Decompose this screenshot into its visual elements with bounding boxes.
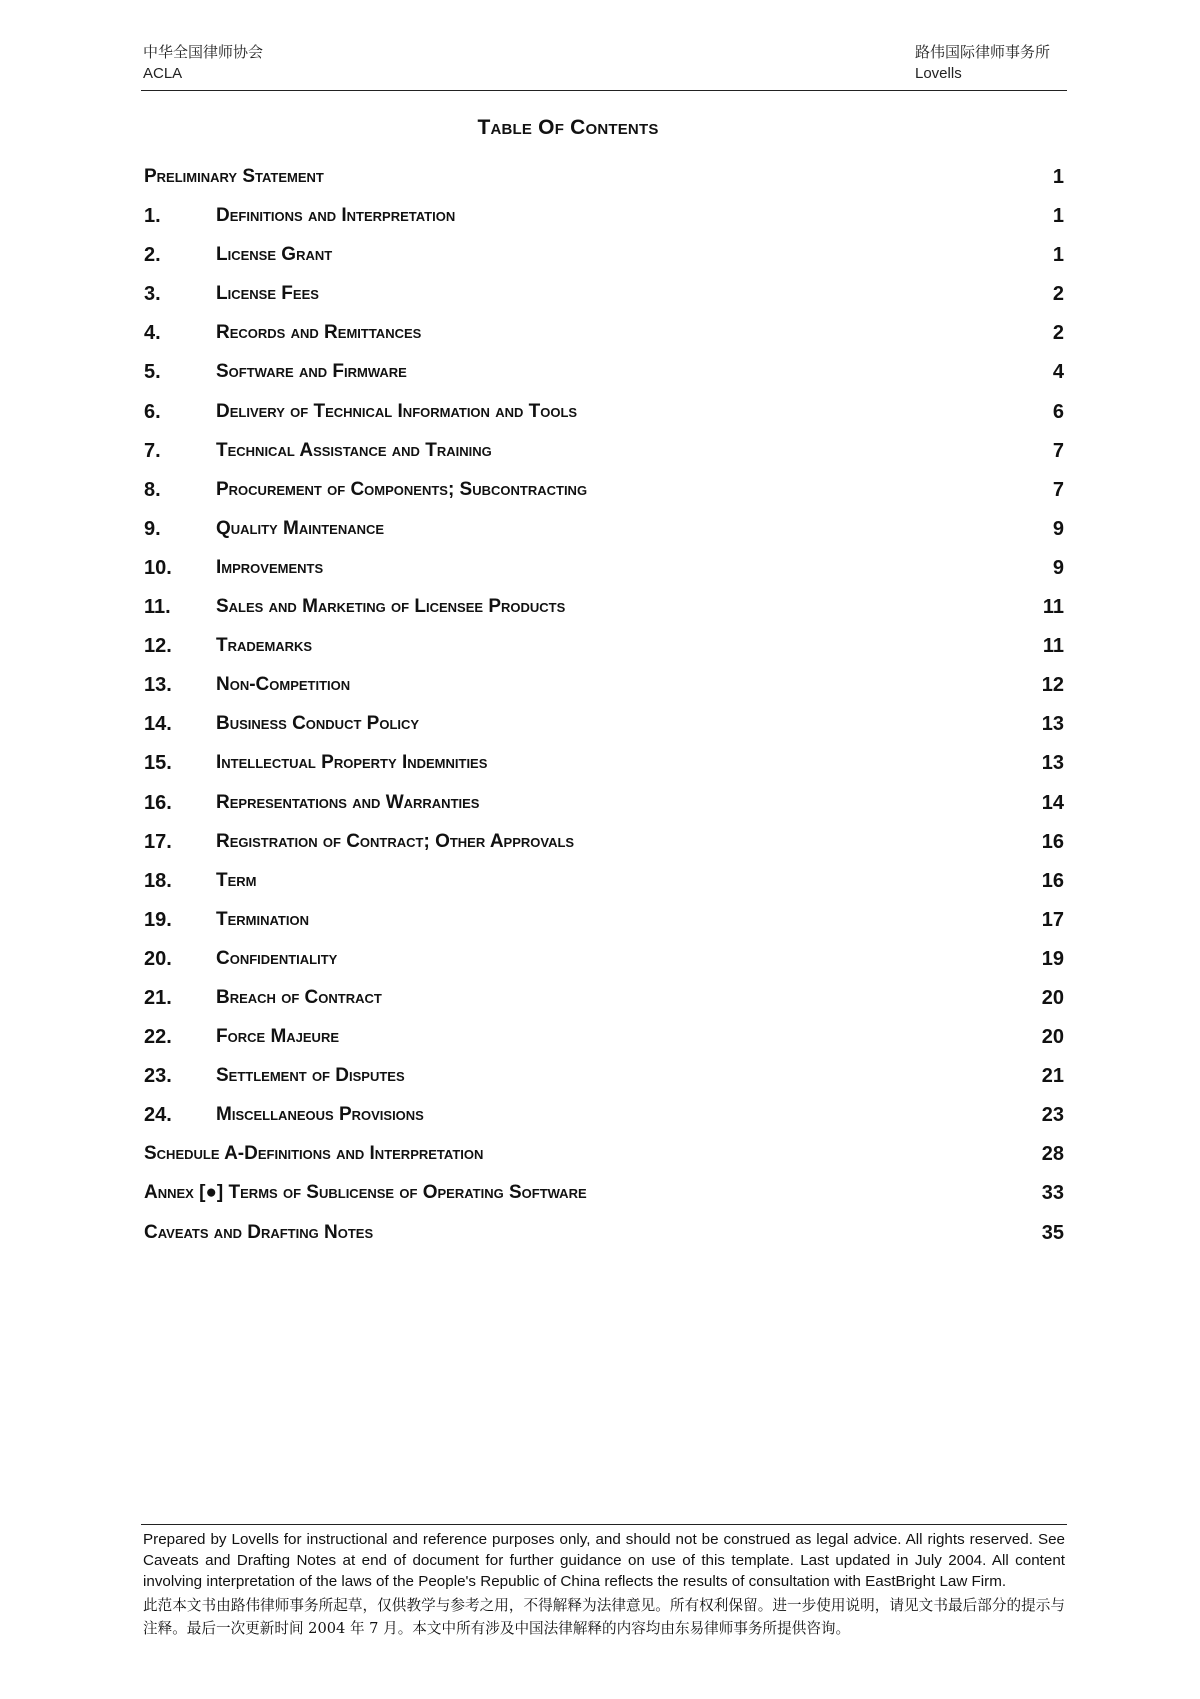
toc-entry-page-number: 1 <box>1052 166 1064 188</box>
toc-entry-page-number: 4 <box>1052 361 1064 384</box>
toc-entry-page-number: 7 <box>1052 439 1064 462</box>
toc-entry-title: Breach of Contract <box>216 986 382 1008</box>
toc-entry-number: 16. <box>144 791 172 814</box>
toc-entry-title: Termination <box>216 908 309 930</box>
toc-entry-page-number: 7 <box>1052 478 1064 501</box>
header-left-chinese: 中华全国律师协会 <box>143 43 264 61</box>
toc-entry-page-number: 2 <box>1052 322 1064 345</box>
toc-entry-page-number: 1 <box>1052 244 1064 267</box>
toc-entry[interactable] <box>144 672 1064 711</box>
toc-entry[interactable] <box>144 203 1064 242</box>
toc-entry-title: Quality Maintenance <box>216 517 385 539</box>
toc-entry[interactable] <box>144 477 1064 516</box>
toc-entry[interactable] <box>144 399 1064 438</box>
toc-entry-number: 5. <box>144 361 161 384</box>
toc-entry-title: Confidentiality <box>216 947 338 969</box>
toc-entry-number: 8. <box>144 478 161 501</box>
toc-entry-title: Software and Firmware <box>216 361 407 383</box>
toc-entry-title: Trademarks <box>216 635 313 657</box>
toc-entry-page-number: 9 <box>1052 556 1064 579</box>
toc-entry-title: Sales and Marketing of Licensee Products <box>216 596 566 618</box>
toc-entry[interactable] <box>144 1102 1064 1141</box>
toc-entry[interactable] <box>144 320 1064 359</box>
toc-entry-page-number: 20 <box>1041 1026 1064 1049</box>
toc-entry-title: Records and Remittances <box>216 322 422 344</box>
toc-entry[interactable] <box>144 242 1064 281</box>
toc-entry-title: Business Conduct Policy <box>216 713 420 735</box>
toc-entry-title: Caveats and Drafting Notes <box>144 1221 374 1243</box>
toc-entry-page-number: 1 <box>1052 205 1064 228</box>
toc-entry-title: Delivery of Technical Information and Tools <box>216 400 578 422</box>
toc-entry-page-number: 11 <box>1042 596 1064 619</box>
toc-entry-title: Term <box>216 869 257 891</box>
toc-entry-title: Technical Assistance and Training <box>216 439 492 461</box>
header-right <box>915 42 1050 84</box>
toc-entry-number: 19. <box>144 908 172 931</box>
toc-entry-title: Intellectual Property Indemnities <box>216 752 488 774</box>
toc-entry-number: 21. <box>144 986 172 1009</box>
toc-entry-page-number: 16 <box>1041 869 1064 892</box>
toc-entry-number: 12. <box>144 635 172 658</box>
toc-entry[interactable] <box>144 985 1064 1024</box>
toc-entry[interactable] <box>144 868 1064 907</box>
toc-entry-number: 18. <box>144 869 172 892</box>
toc-entry[interactable] <box>144 594 1064 633</box>
toc-list <box>144 164 1064 1259</box>
toc-entry-number: 3. <box>144 283 161 306</box>
toc-entry[interactable] <box>144 633 1064 672</box>
toc-entry-title: Non-Competition <box>216 674 351 696</box>
toc-entry-title: License Fees <box>216 283 319 305</box>
page-header <box>141 42 1067 91</box>
header-right-chinese: 路伟国际律师事务所 <box>915 43 1051 61</box>
toc-entry-number: 14. <box>144 713 172 736</box>
toc-entry-title: Annex [●] Terms of Sublicense of Operating Software <box>144 1182 587 1204</box>
toc-entry-title: Definitions and Interpretation <box>216 205 456 227</box>
toc-entry-page-number: 13 <box>1041 713 1064 736</box>
toc-entry-number: 1. <box>144 205 161 228</box>
toc-entry[interactable] <box>144 164 1064 203</box>
toc-entry-title: License Grant <box>216 244 333 266</box>
page-footer <box>141 1524 1067 1640</box>
toc-entry-title: Force Majeure <box>216 1026 340 1048</box>
toc-entry-number: 22. <box>144 1026 172 1049</box>
footer-english-disclaimer: Prepared by Lovells for instructional and reference purposes only, and should not be construed as legal advice. All rights reserved. See Caveats and Drafting Notes at end of document for further guidance on use of this template. Last updated in July 2004. All content involving interpretation of the laws of the People's Republic of China reflects the results of consultation with EastBright Law Firm. <box>143 1531 1065 1590</box>
footer-chinese-disclaimer: 此范本文书由路伟律师事务所起草，仅供教学与参考之用，不得解释为法律意见。所有权利保留。进一步使用说明，请见文书最后部分的提示与注释。最后一次更新时间 2004 年 7 月。本文中所有涉及中国法律解释的内容均由东易律师事务所提供咨询。 <box>143 1597 1065 1637</box>
toc-entry-number: 4. <box>144 322 161 345</box>
toc-entry-title: Representations and Warranties <box>216 791 480 813</box>
toc-entry-number: 11. <box>144 596 171 619</box>
toc-entry-number: 24. <box>144 1104 172 1127</box>
toc-entry-title: Preliminary Statement <box>144 166 324 187</box>
toc-entry-title: Settlement of Disputes <box>216 1065 405 1087</box>
toc-entry-number: 2. <box>144 244 161 267</box>
toc-entry[interactable] <box>144 946 1064 985</box>
header-left-english: ACLA <box>143 65 183 82</box>
toc-entry-page-number: 33 <box>1041 1182 1064 1205</box>
toc-entry-page-number: 16 <box>1041 830 1064 853</box>
toc-entry-title: Schedule A-Definitions and Interpretation <box>144 1143 484 1165</box>
toc-entry-page-number: 20 <box>1041 986 1064 1009</box>
toc-entry-number: 20. <box>144 947 172 970</box>
toc-entry-title: Procurement of Components; Subcontracting <box>216 478 588 500</box>
toc-entry-page-number: 11 <box>1042 635 1064 658</box>
toc-entry-page-number: 12 <box>1041 674 1064 697</box>
toc-entry[interactable] <box>144 750 1064 789</box>
toc-entry[interactable] <box>144 1141 1064 1180</box>
toc-entry-page-number: 9 <box>1052 517 1064 540</box>
toc-entry-title: Miscellaneous Provisions <box>216 1104 424 1126</box>
toc-entry-page-number: 19 <box>1041 947 1064 970</box>
toc-entry[interactable] <box>144 1220 1064 1259</box>
toc-entry[interactable] <box>144 555 1064 594</box>
toc-entry-number: 13. <box>144 674 172 697</box>
toc-entry-title: Registration of Contract; Other Approvals <box>216 830 575 852</box>
toc-entry-number: 9. <box>144 517 161 540</box>
header-right-english: Lovells <box>915 65 962 82</box>
toc-entry[interactable] <box>144 829 1064 868</box>
toc-entry[interactable] <box>144 438 1064 477</box>
toc-entry[interactable] <box>144 1024 1064 1063</box>
toc-entry-page-number: 28 <box>1041 1143 1064 1166</box>
toc-entry-number: 15. <box>144 752 172 775</box>
toc-entry[interactable] <box>144 907 1064 946</box>
toc-entry-page-number: 6 <box>1052 400 1064 423</box>
toc-heading: Table Of Contents <box>477 116 659 139</box>
toc-entry-number: 7. <box>144 439 161 462</box>
toc-entry-page-number: 21 <box>1041 1065 1064 1088</box>
toc-entry-number: 23. <box>144 1065 172 1088</box>
toc-entry[interactable] <box>144 516 1064 555</box>
toc-entry-page-number: 17 <box>1041 908 1064 931</box>
toc-entry-page-number: 14 <box>1041 791 1064 814</box>
toc-entry-number: 6. <box>144 400 161 423</box>
toc-entry[interactable] <box>144 359 1064 398</box>
toc-entry-page-number: 2 <box>1052 283 1064 306</box>
toc-entry[interactable] <box>144 1063 1064 1102</box>
toc-entry-page-number: 35 <box>1041 1221 1064 1244</box>
toc-entry-page-number: 23 <box>1041 1104 1064 1127</box>
toc-entry-number: 17. <box>144 830 172 853</box>
toc-entry-number: 10. <box>144 556 172 579</box>
header-left <box>143 42 263 84</box>
toc-entry[interactable] <box>144 1180 1064 1219</box>
toc-entry-page-number: 13 <box>1041 752 1064 775</box>
toc-entry-title: Improvements <box>216 556 324 578</box>
toc-entry[interactable] <box>144 790 1064 829</box>
toc-entry[interactable] <box>144 711 1064 750</box>
toc-entry[interactable] <box>144 281 1064 320</box>
